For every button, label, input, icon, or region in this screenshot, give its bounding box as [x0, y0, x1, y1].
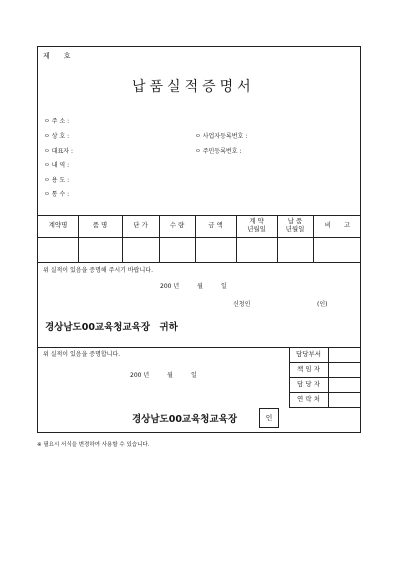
- side-label-contact: 연 락 처: [297, 394, 320, 403]
- applicant-seal: (인): [317, 301, 328, 308]
- field-company: ㅇ 상 호 :: [44, 133, 70, 140]
- seal-box: 인: [259, 408, 279, 428]
- document-number-label: 제 호: [43, 52, 71, 60]
- applicant-label: 신청인: [233, 301, 251, 308]
- certify-text: 위 실적이 있음을 증명합니다.: [43, 351, 121, 358]
- table-header-amount: 금 액: [208, 221, 223, 230]
- side-label-manager: 책 임 자: [297, 364, 320, 373]
- field-representative: ㅇ 대표자 :: [44, 148, 74, 155]
- table-header-contract: 계약명: [48, 221, 68, 230]
- table-header-remarks: 비 고: [324, 221, 351, 230]
- field-address: ㅇ 주 소 :: [44, 118, 70, 125]
- certificate-form: [37, 46, 361, 433]
- request-date: 200 년 월 일: [160, 283, 227, 290]
- footnote: ※ 필요시 서식을 변경하여 사용할 수 있습니다.: [37, 442, 150, 448]
- table-header-unit-price: 단 가: [133, 221, 148, 230]
- request-text: 위 실적이 있음을 증명해 주시기 바랍니다.: [43, 267, 153, 274]
- table-header-delivery-date: 납 품 년월일: [285, 217, 305, 233]
- table-header-item: 품 명: [92, 221, 108, 230]
- document-title: 납품실적증명서: [132, 79, 255, 95]
- field-copies: ㅇ 통 수 :: [44, 191, 70, 198]
- certify-office: 경상남도00교육청교육장: [132, 414, 237, 425]
- field-business-number: ㅇ 사업자등록번호 :: [195, 133, 248, 140]
- table-header-contract-date: 계 약 년월일: [247, 217, 266, 233]
- field-resident-number: ㅇ 주민등록번호 :: [195, 148, 242, 155]
- request-recipient: 경상남도00교육청교육장 귀하: [45, 322, 178, 333]
- side-label-staff: 담 당 자: [297, 379, 320, 388]
- table-header-line: [38, 237, 360, 238]
- certify-date: 200 년 월 일: [130, 372, 197, 379]
- table-header-quantity: 수 량: [169, 221, 185, 230]
- side-label-department: 담당부서: [295, 349, 322, 358]
- table-bottom-line: [38, 262, 360, 263]
- field-details: ㅇ 내 역 :: [44, 162, 70, 169]
- field-purpose: ㅇ 용 도 :: [44, 177, 70, 184]
